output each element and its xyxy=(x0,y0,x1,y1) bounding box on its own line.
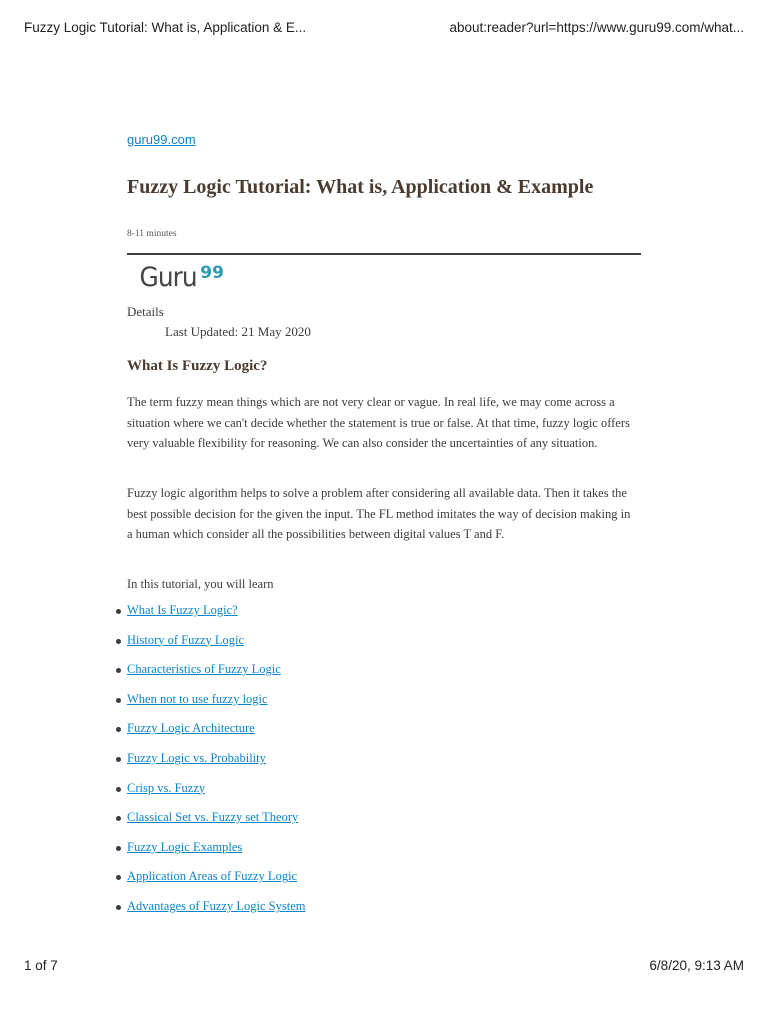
paragraph-tutorial-lead: In this tutorial, you will learn xyxy=(127,577,274,591)
print-header-title: Fuzzy Logic Tutorial: What is, Application & E... xyxy=(24,20,307,35)
toc-link[interactable]: Fuzzy Logic Architecture xyxy=(127,721,255,736)
print-footer xyxy=(24,958,744,978)
toc-link[interactable]: Characteristics of Fuzzy Logic xyxy=(127,662,281,677)
toc-link[interactable]: Crisp vs. Fuzzy xyxy=(127,780,206,795)
toc-link[interactable]: Fuzzy Logic Examples xyxy=(127,839,243,854)
paragraph-algorithm: Fuzzy logic algorithm helps to solve a problem after considering all available data. Then it takes the best possible decision for the given the input. The FL method imitates the way of decision making in a human which consider all the possibilities between digital values T and F. xyxy=(127,486,631,541)
toc-item xyxy=(127,840,305,870)
toc-item xyxy=(127,633,305,663)
toc-item xyxy=(127,751,305,781)
bullet-icon xyxy=(116,846,121,851)
toc-item xyxy=(127,692,305,722)
toc-item xyxy=(127,899,305,929)
toc-link[interactable]: Application Areas of Fuzzy Logic xyxy=(127,869,298,884)
bullet-icon xyxy=(116,639,121,644)
section-heading: What Is Fuzzy Logic? xyxy=(127,358,268,374)
bullet-icon xyxy=(116,905,121,910)
source-domain-link[interactable]: guru99.com xyxy=(127,132,196,147)
bullet-icon xyxy=(116,727,121,732)
guru99-logo-icon xyxy=(137,262,224,296)
bullet-icon xyxy=(116,609,121,614)
toc-link[interactable]: Classical Set vs. Fuzzy set Theory xyxy=(127,810,299,825)
logo-word: Guru xyxy=(139,262,197,293)
paragraph-intro: The term fuzzy mean things which are not very clear or vague. In real life, we may come across a situation where we can't decide whether the statement is true or false. At that time, fuzzy logic offers very valuable flexibility for reasoning. We can also consider the uncertainties of any situation. xyxy=(127,395,630,450)
print-datetime: 6/8/20, 9:13 AM xyxy=(649,958,744,973)
article-title: Fuzzy Logic Tutorial: What is, Application & Example xyxy=(127,176,594,198)
toc-link[interactable]: When not to use fuzzy logic xyxy=(127,691,268,706)
toc-link[interactable]: History of Fuzzy Logic xyxy=(127,632,244,647)
bullet-icon xyxy=(116,787,121,792)
toc-item xyxy=(127,781,305,811)
bullet-icon xyxy=(116,668,121,673)
bullet-icon xyxy=(116,757,121,762)
toc-item xyxy=(127,603,305,633)
last-updated: Last Updated: 21 May 2020 xyxy=(165,324,311,339)
bullet-icon xyxy=(116,875,121,880)
details-label: Details xyxy=(127,304,164,319)
toc-link[interactable]: Fuzzy Logic vs. Probability xyxy=(127,750,266,765)
toc-link[interactable]: Advantages of Fuzzy Logic System xyxy=(127,898,306,913)
reading-time: 8-11 minutes xyxy=(127,229,177,239)
logo-number: 99 xyxy=(200,263,224,283)
toc-link[interactable]: What Is Fuzzy Logic? xyxy=(127,603,238,617)
toc-item xyxy=(127,662,305,692)
toc-item xyxy=(127,810,305,840)
table-of-contents xyxy=(127,603,305,929)
page-number: 1 of 7 xyxy=(24,958,58,973)
toc-item xyxy=(127,869,305,899)
bullet-icon xyxy=(116,816,121,821)
toc-item xyxy=(127,721,305,751)
header-divider xyxy=(127,253,641,255)
print-header xyxy=(24,20,744,40)
bullet-icon xyxy=(116,698,121,703)
print-header-url: about:reader?url=https://www.guru99.com/what... xyxy=(449,20,744,35)
